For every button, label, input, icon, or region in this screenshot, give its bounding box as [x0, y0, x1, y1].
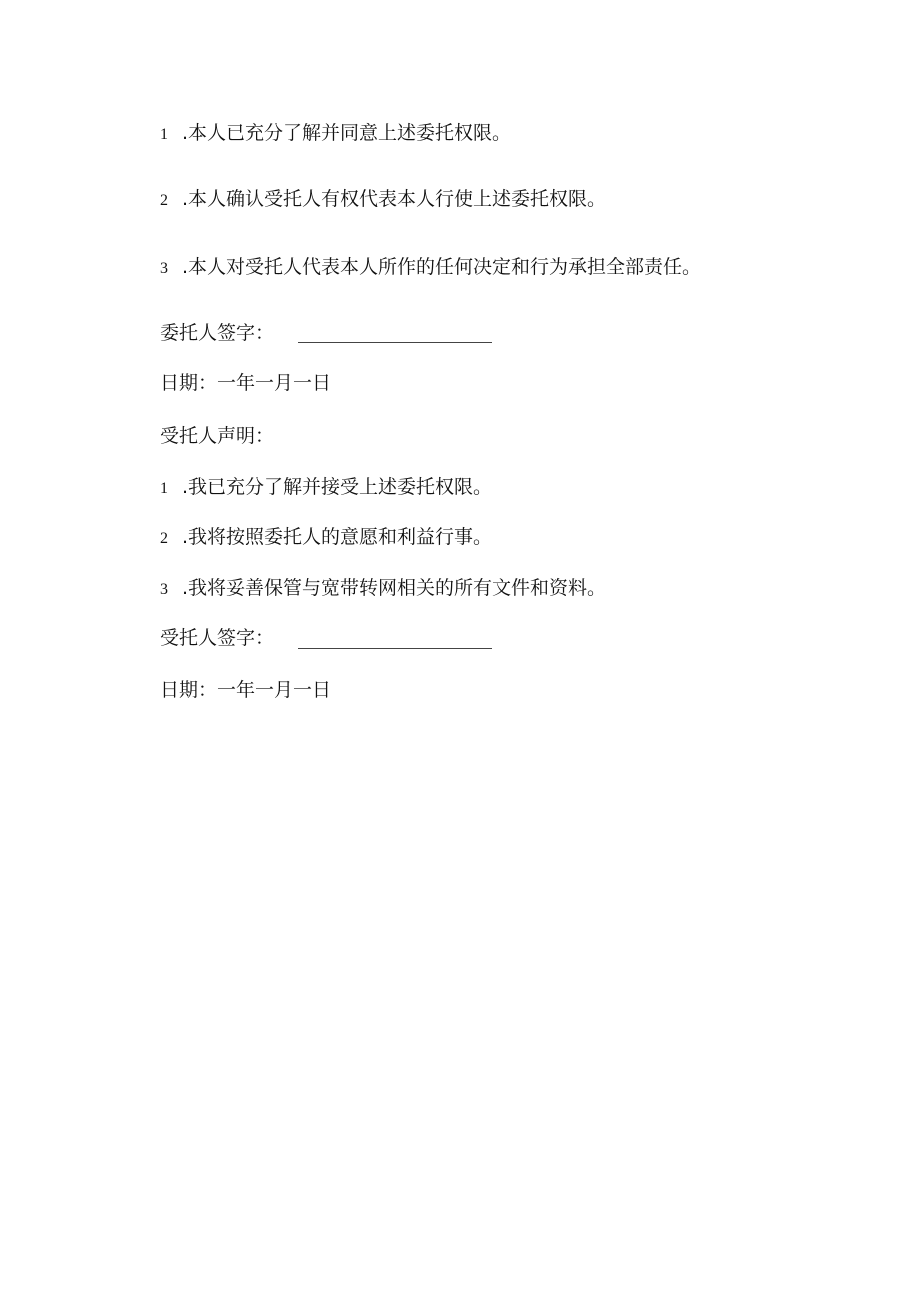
- item-text: .本人对受托人代表本人所作的任何决定和行为承担全部责任。: [182, 256, 702, 278]
- item-number: 2: [160, 530, 168, 547]
- agent-item-2: [160, 525, 492, 551]
- agent-item-3: [160, 576, 606, 602]
- item-text: .本人确认受托人有权代表本人行使上述委托权限。: [182, 188, 607, 210]
- agent-signature-field[interactable]: [298, 648, 492, 649]
- item-text: .我将妥善保管与宽带转网相关的所有文件和资料。: [182, 577, 607, 599]
- item-text: .我将按照委托人的意愿和利益行事。: [182, 526, 493, 548]
- principal-item-1: [160, 121, 511, 147]
- item-text: .本人已充分了解并同意上述委托权限。: [182, 122, 512, 144]
- principal-item-2: [160, 187, 606, 213]
- item-number: 3: [160, 260, 168, 277]
- principal-item-3: [160, 255, 701, 281]
- principal-signature-label: 委托人签字：: [160, 322, 275, 344]
- item-number: 1: [160, 480, 168, 497]
- item-text: .我已充分了解并接受上述委托权限。: [182, 476, 493, 498]
- item-number: 2: [160, 192, 168, 209]
- agent-signature-label: 受托人签字：: [160, 627, 275, 649]
- item-number: 3: [160, 581, 168, 598]
- agent-statement-heading: 受托人声明：: [160, 425, 275, 447]
- principal-signature-field[interactable]: [298, 342, 492, 343]
- item-number: 1: [160, 126, 168, 143]
- principal-date-label: 日期：一年一月一日: [160, 372, 332, 394]
- agent-date-label: 日期：一年一月一日: [160, 679, 332, 701]
- agent-item-1: [160, 475, 492, 501]
